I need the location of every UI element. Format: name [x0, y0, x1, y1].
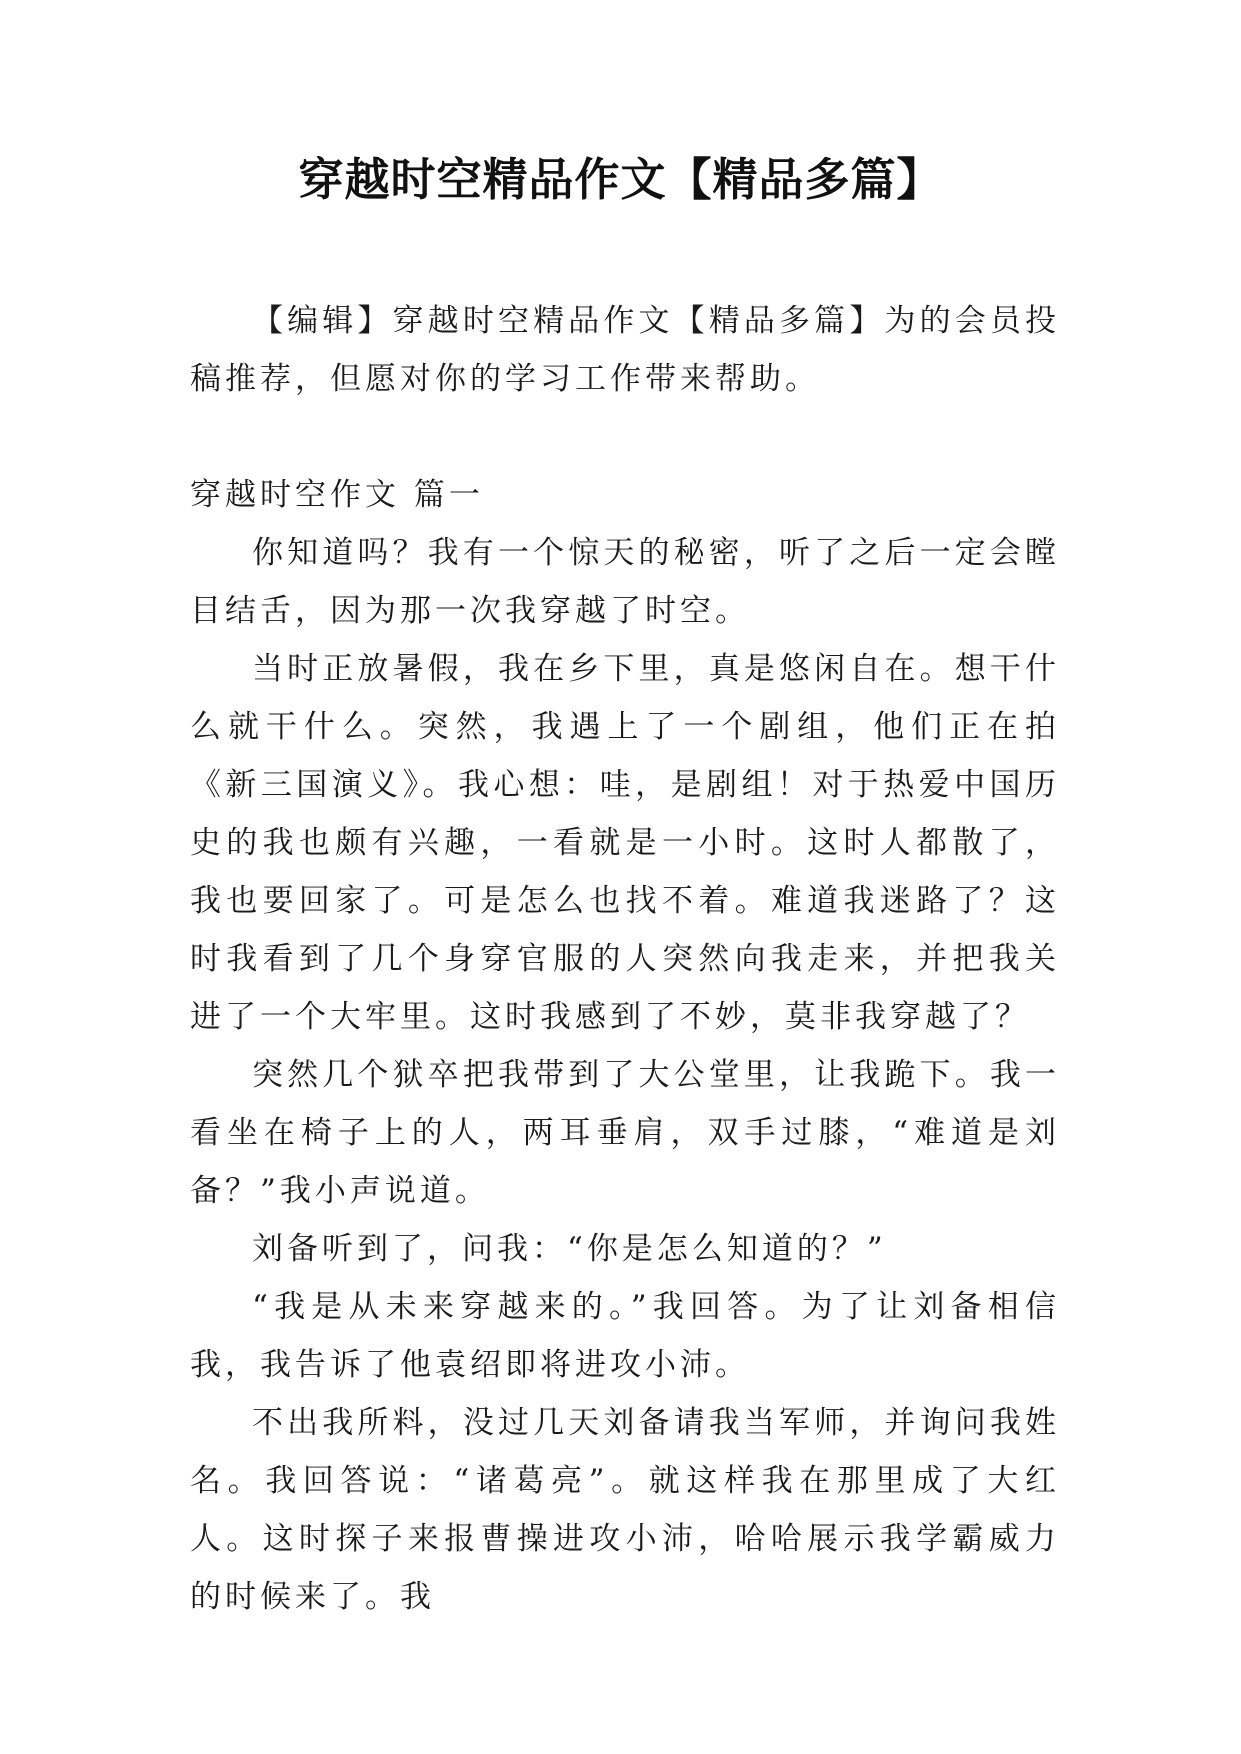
intro-paragraph: 【编辑】穿越时空精品作文【精品多篇】为的会员投稿推荐，但愿对你的学习工作带来帮助。 [190, 303, 1060, 397]
document-title: 穿越时空精品作文【精品多篇】 [298, 153, 943, 206]
paragraph: 不出我所料，没过几天刘备请我当军师，并询问我姓名。我回答说：“诸葛亮”。就这样我在那里成了大红人。这时探子来报曹操进攻小沛，哈哈展示我学霸威力的时候来了。我 [190, 1405, 1060, 1615]
paragraph: 你知道吗？我有一个惊天的秘密，听了之后一定会瞠目结舌，因为那一次我穿越了时空。 [190, 535, 1060, 629]
paragraph: “我是从未来穿越来的。”我回答。为了让刘备相信我，我告诉了他袁绍即将进攻小沛。 [190, 1289, 1060, 1383]
document-body [190, 292, 1060, 1626]
section-heading: 穿越时空作文 篇一 [190, 477, 484, 513]
paragraph: 突然几个狱卒把我带到了大公堂里，让我跪下。我一看坐在椅子上的人，两耳垂肩，双手过膝，“难道是刘备？”我小声说道。 [190, 1057, 1060, 1209]
paragraph: 刘备听到了，问我：“你是怎么知道的？” [252, 1231, 887, 1267]
paragraph: 当时正放暑假，我在乡下里，真是悠闲自在。想干什么就干什么。突然，我遇上了一个剧组，他们正在拍《新三国演义》。我心想：哇，是剧组！对于热爱中国历史的我也颇有兴趣，一看就是一小时。这时人都散了，我也要回家了。可是怎么也找不着。难道我迷路了？这时我看到了几个身穿官服的人突然向我走来，并把我关进了一个大牢里。这时我感到了不妙，莫非我穿越了？ [190, 651, 1060, 1035]
